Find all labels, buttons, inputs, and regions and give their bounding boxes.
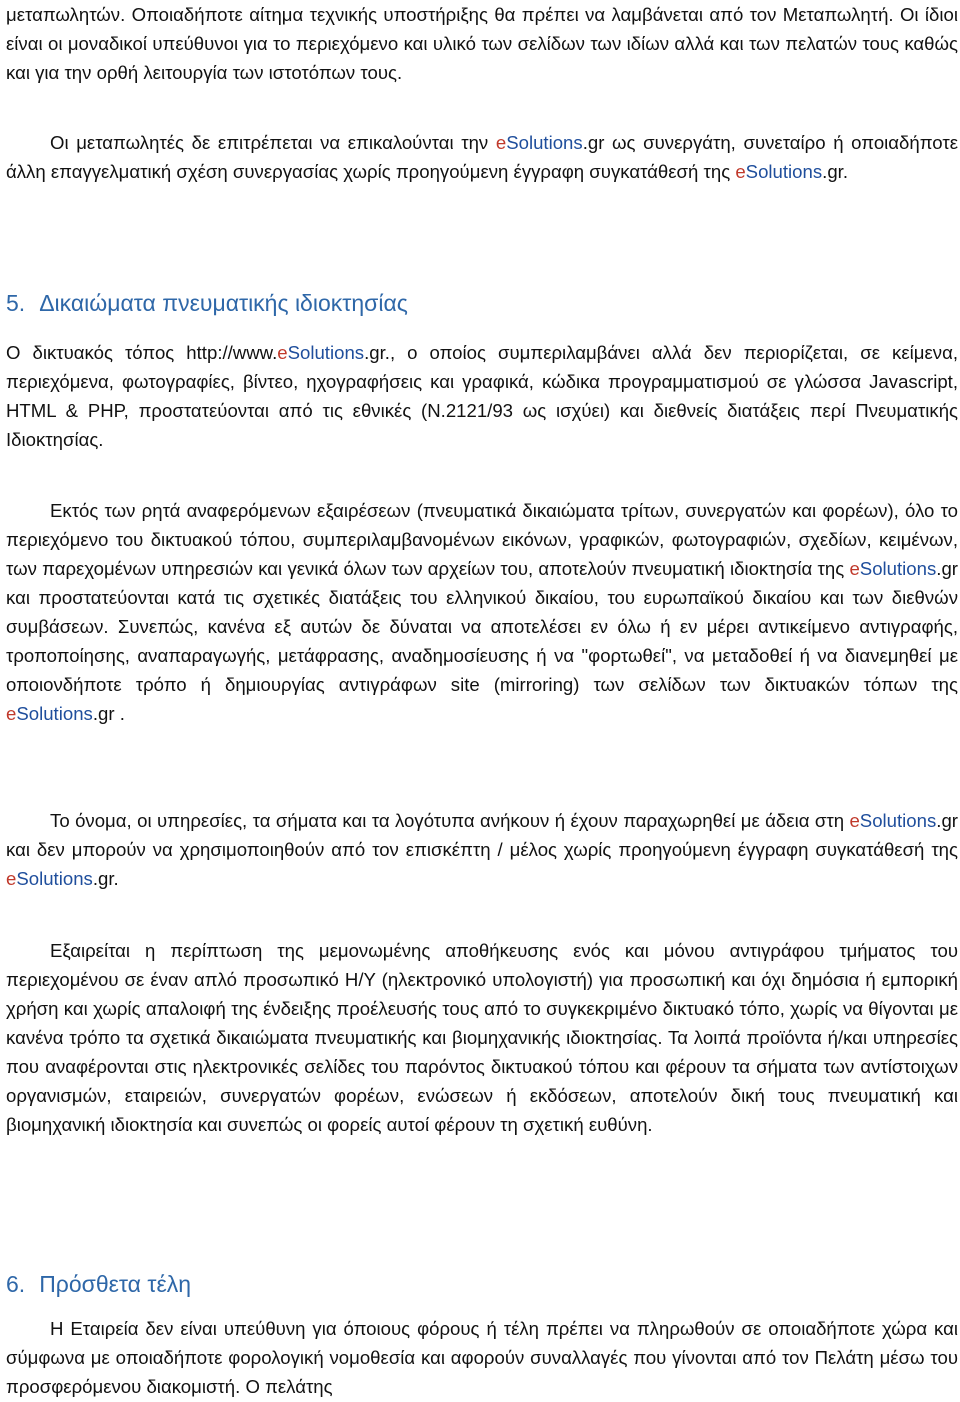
section-heading-5: 5. Δικαιώματα πνευματικής ιδιοκτησίας [6, 290, 408, 316]
paragraph-resellers-restriction: Οι μεταπωλητές δε επιτρέπεται να επικαλούνται την eSolutions.gr ως συνεργάτη, συνεταίρο ή οποιαδήποτε άλλη επαγγελματική σχέση συνεργασίας χωρίς προηγούμενη έγγραφη συγκατάθεσή της eSolutions.gr. [6, 132, 959, 182]
brand-name: eSolutions.gr [277, 342, 385, 363]
paragraph-trademarks: Το όνομα, οι υπηρεσίες, τα σήματα και τα λογότυπα ανήκουν ή έχουν παραχωρηθεί με άδεια στη eSolutions.gr και δεν μπορούν να χρησιμοποιηθούν από τον επισκέπτη / μέλος χωρίς προηγούμενη έγγραφη συγκατάθεσή της eSolutions.gr. [6, 810, 958, 889]
paragraph-additional-fees: Η Εταιρεία δεν είναι υπεύθυνη για όποιους φόρους ή τέλη πρέπει να πληρωθούν σε οποιαδήποτε χώρα και σύμφωνα με οποιαδήποτε φορολογική νομοθεσία και αφορούν συναλλαγές που γίνονται από τον Πελάτη μέσω του προσφερόμενου διακομιστή. Ο πελάτης [6, 1318, 958, 1397]
paragraph-intellectual-property: Εκτός των ρητά αναφερόμενων εξαιρέσεων (πνευματικά δικαιώματα τρίτων, συνεργατών και φορέων), όλο το περιεχόμενο του δικτυακού τόπου, συμπεριλαμβανομένων εικόνων, γραφικών, φωτογραφιών, σχεδίων, κειμένων, των παρεχομένων υπηρεσιών και γενικά όλων των αρχείων του, αποτελούν πνευματική ιδιοκτησία της eSolutions.gr και προστατεύονται κατά τις σχετικές διατάξεις του ελληνικού δικαίου, του ευρωπαϊκού δικαίου και των διεθνών συμβάσεων. Συνεπώς, κανένα εξ αυτών δε δύναται να αποτελέσει εν όλω ή εν μέρει αντικείμενο αντιγραφής, τροποποίησης, αναπαραγωγής, μετάφρασης, αναδημοσίευσης ή να "φορτωθεί", να μεταδοθεί ή να διανεμηθεί με οποιονδήποτε τρόπο ή δημιουργίας αντιγράφων site (mirroring) των σελίδων των δικτυακών τόπων της eSolutions.gr . [6, 500, 958, 724]
brand-name: eSolutions.gr [849, 810, 958, 831]
brand-name: eSolutions.gr [495, 132, 605, 153]
paragraph-resellers-support: μεταπωλητών. Οποιαδήποτε αίτημα τεχνικής υποστήριξης θα πρέπει να λαμβάνεται από τον Μεταπωλητή. Οι ίδιοι είναι οι μοναδικοί υπεύθυνοι για το περιεχόμενο και υλικό των σελίδων των ιδίων αλλά και των πελατών τους καθώς και για την ορθή λειτουργία των ιστοτόπων τους. [6, 4, 958, 83]
section-heading-6: 6. Πρόσθετα τέλη [6, 1271, 191, 1297]
brand-name: eSolutions.gr [6, 868, 114, 889]
brand-name: eSolutions.gr [6, 703, 115, 724]
paragraph-personal-copy-exception: Εξαιρείται η περίπτωση της μεμονωμένης αποθήκευσης ενός και μόνου αντιγράφου τμήματος του περιεχομένου σε έναν απλό προσωπικό Η/Υ (ηλεκτρονικό υπολογιστή) για προσωπική και όχι δημόσια ή εμπορική χρήση και χωρίς απαλοιφή της ένδειξης προέλευσής τους από το συγκεκριμένο δικτυακό τόπο, χωρίς να θίγονται με κανένα τρόπο τα σχετικά δικαιώματα πνευματικής και βιομηχανικής ιδιοκτησίας. Τα λοιπά προϊόντα ή/και υπηρεσίες που αναφέρονται στις ηλεκτρονικές σελίδες του παρόντος δικτυακού τόπου και φέρουν τα σήματα των αντίστοιχων οργανισμών, εταιρειών, συνεργατών φορέων, ενώσεων ή εκδόσεων, αποτελούν δική τους πνευματική και βιομηχανική ιδιοκτησία και συνεπώς οι φορείς αυτοί φέρουν τη σχετική ευθύνη. [6, 940, 958, 1135]
brand-name: eSolutions.gr [735, 161, 843, 182]
paragraph-website-content: Ο δικτυακός τόπος http://www.eSolutions.gr., ο οποίος συμπεριλαμβάνει αλλά δεν περιορίζεται, σε κείμενα, περιεχόμενα, φωτογραφίες, βίντεο, ηχογραφήσεις και γραφικά, κώδικα προγραμματισμού σε γλώσσα Javascript, HTML & PHP, προστατεύονται από τις εθνικές (Ν.2121/93 ως ισχύει) και διεθνείς διατάξεις περί Πνευματικής Ιδιοκτησίας. [6, 342, 958, 450]
brand-name: eSolutions.gr [849, 558, 958, 579]
